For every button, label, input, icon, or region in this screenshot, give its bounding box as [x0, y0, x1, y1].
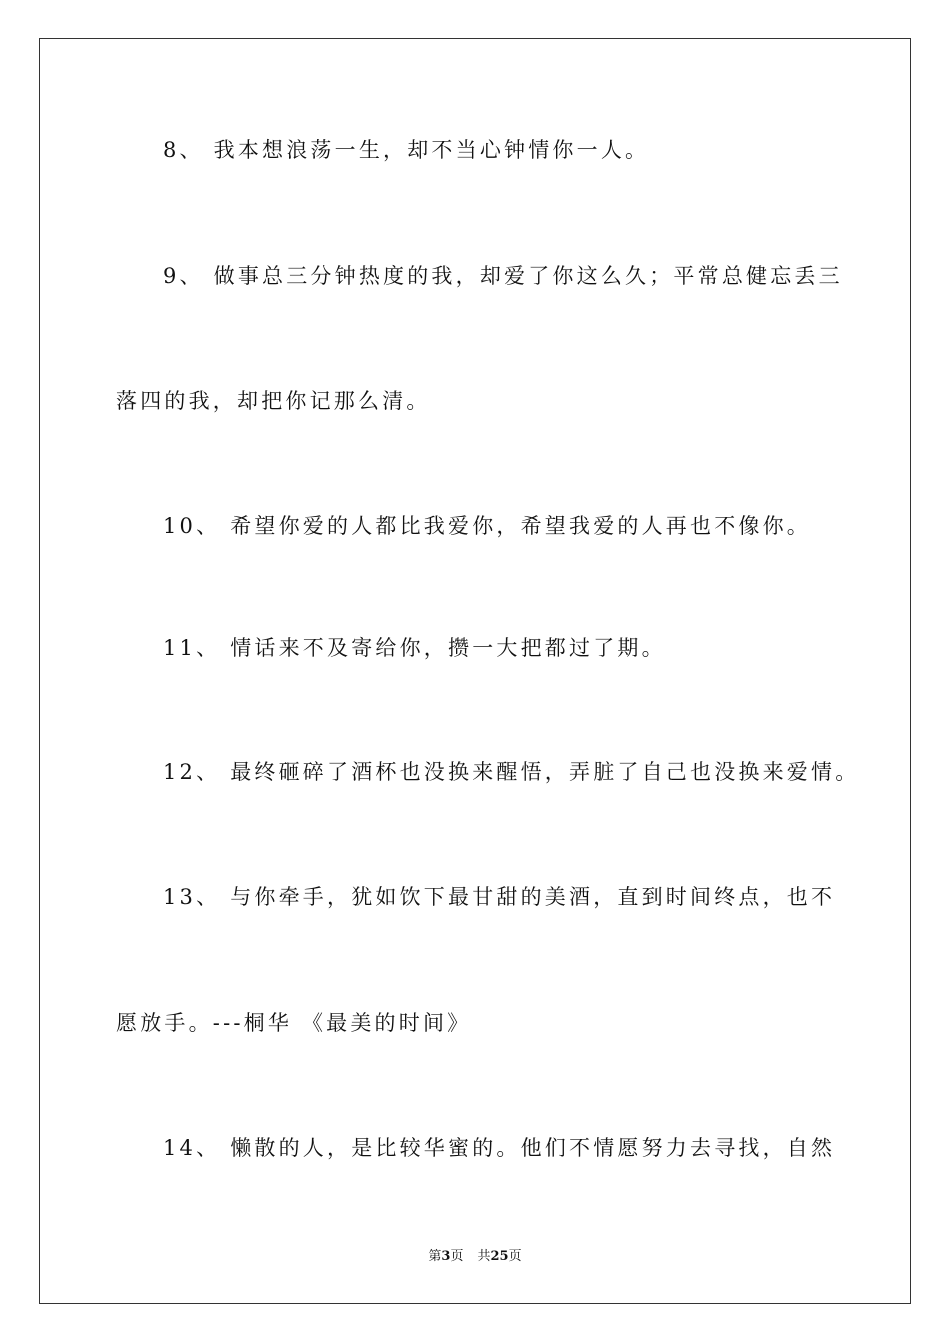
page-current: 3 — [441, 1249, 451, 1264]
text-line-item-10: 10、 希望你爱的人都比我爱你，希望我爱的人再也不像你。 — [163, 514, 811, 538]
total-prefix: 共 — [477, 1249, 491, 1264]
page-total: 25 — [490, 1249, 509, 1264]
page-prefix: 第 — [428, 1249, 442, 1264]
page-border — [39, 38, 911, 1304]
text-line-item-12: 12、 最终砸碎了酒杯也没换来醒悟，弄脏了自己也没换来爱情。 — [163, 760, 860, 784]
text-line-item-9: 9、 做事总三分钟热度的我，却爱了你这么久；平常总健忘丢三 — [163, 264, 843, 288]
page-unit: 页 — [450, 1249, 464, 1264]
text-line-item-8: 8、 我本想浪荡一生，却不当心钟情你一人。 — [163, 138, 650, 162]
page-footer — [0, 1248, 950, 1266]
text-line-item-14: 14、 懒散的人，是比较华蜜的。他们不情愿努力去寻找，自然 — [163, 1136, 836, 1160]
text-line-item-13: 13、 与你牵手，犹如饮下最甘甜的美酒，直到时间终点，也不 — [163, 885, 836, 909]
text-line-item-9-continued: 落四的我，却把你记那么清。 — [116, 389, 431, 413]
text-line-item-11: 11、 情话来不及寄给你，攒一大把都过了期。 — [163, 636, 666, 660]
total-unit: 页 — [508, 1249, 522, 1264]
text-line-item-13-continued: 愿放手。---桐华 《最美的时间》 — [116, 1011, 472, 1035]
